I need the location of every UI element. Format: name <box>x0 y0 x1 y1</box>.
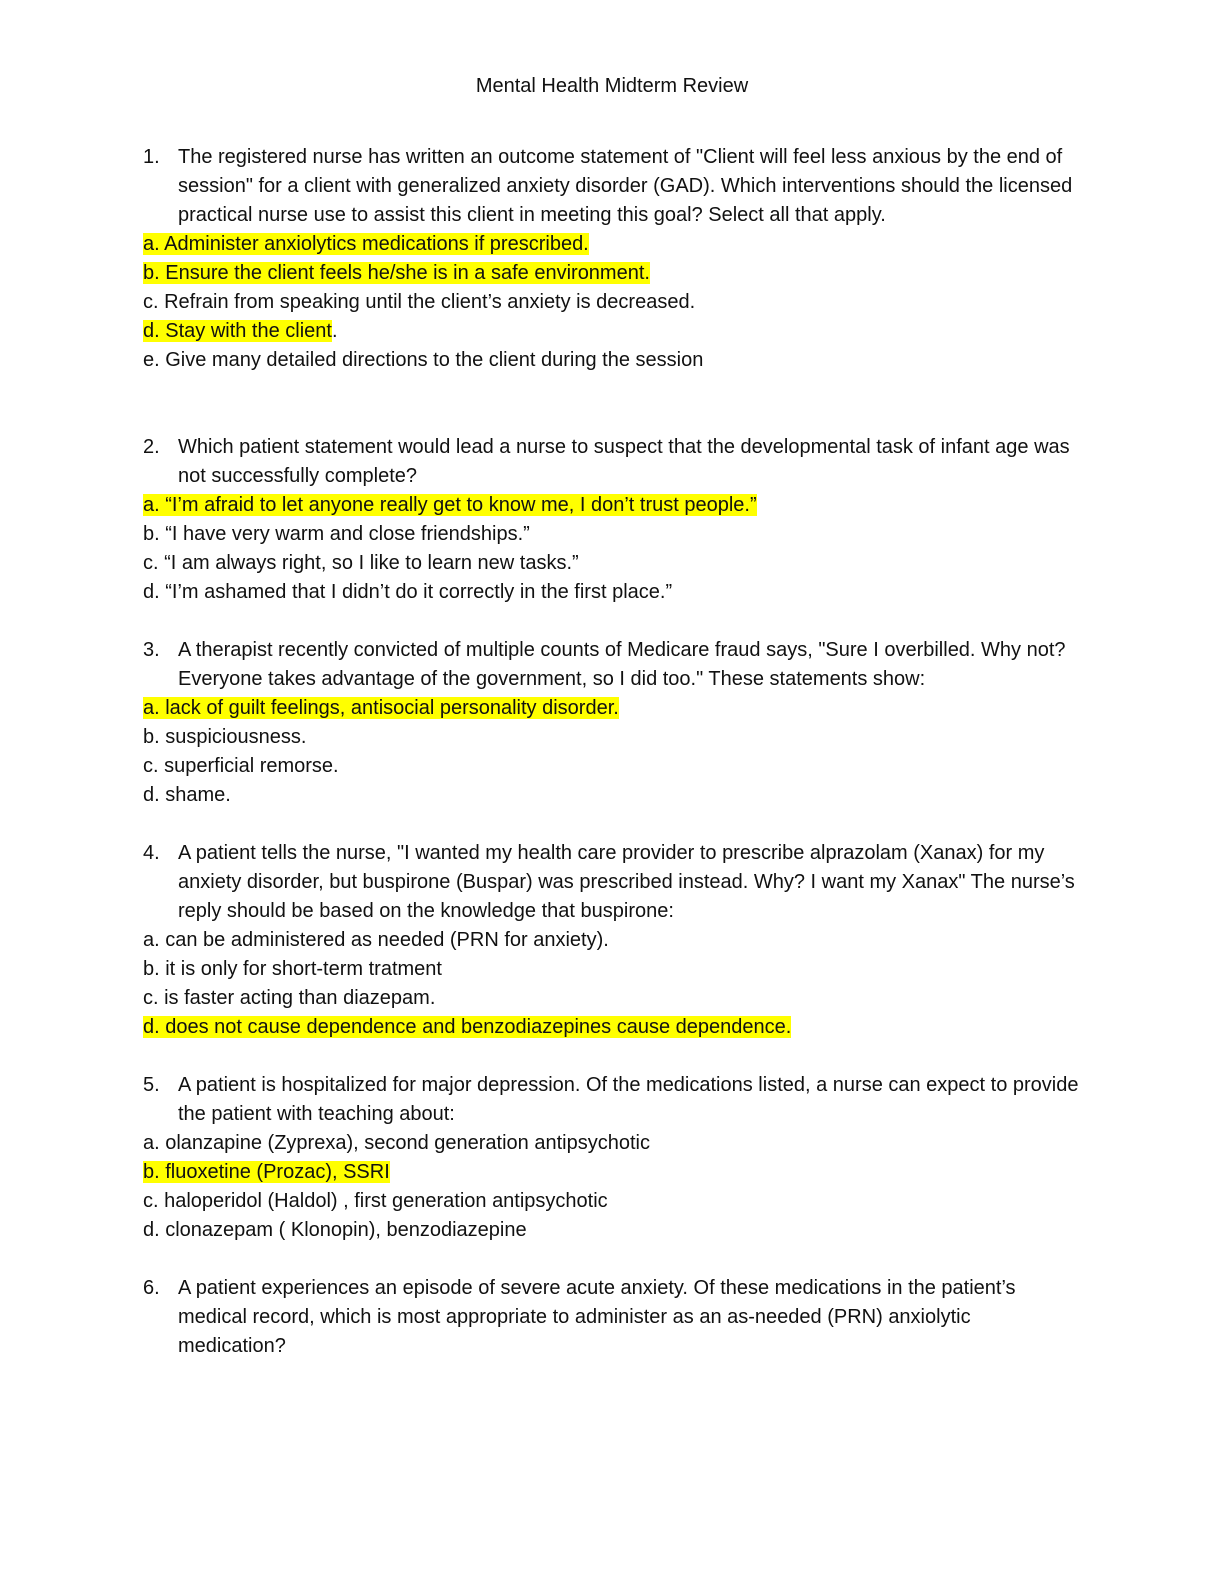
question-number: 4. <box>143 842 160 864</box>
document-title: Mental Health Midterm Review <box>475 75 749 97</box>
answer-option <box>143 317 1083 346</box>
question-text: A therapist recently convicted of multiple counts of Medicare fraud says, "Sure I overbilled. Why not? Everyone takes advantage of the government, so I did too." These statements show: <box>178 639 1066 690</box>
answer-option <box>143 1013 1083 1042</box>
question-stem <box>143 1274 1083 1361</box>
highlighted-answer: b. Ensure the client feels he/she is in a safe environment. <box>143 262 650 284</box>
answer-option <box>143 491 1083 520</box>
question-1 <box>143 143 1083 375</box>
question-stem <box>143 839 1083 926</box>
answer-option <box>143 955 1083 984</box>
answer-text: c. Refrain from speaking until the client’s anxiety is decreased. <box>143 291 696 313</box>
answer-text: c. is faster acting than diazepam. <box>143 987 436 1009</box>
answer-text: d. shame. <box>143 784 231 806</box>
answer-text: a. can be administered as needed (PRN for anxiety). <box>143 929 609 951</box>
answer-text: d. “I’m ashamed that I didn’t do it correctly in the first place.” <box>143 581 673 603</box>
answer-suffix: . <box>331 320 338 342</box>
highlighted-answer: d. does not cause dependence and benzodiazepines cause dependence. <box>143 1016 792 1038</box>
answer-text: d. clonazepam ( Klonopin), benzodiazepine <box>143 1219 527 1241</box>
answer-option <box>143 984 1083 1013</box>
answer-option <box>143 694 1083 723</box>
question-stem <box>143 433 1083 491</box>
question-4 <box>143 839 1083 1042</box>
answer-option <box>143 578 1083 607</box>
highlighted-answer: a. Administer anxiolytics medications if prescribed. <box>143 233 589 255</box>
answer-text: a. olanzapine (Zyprexa), second generation antipsychotic <box>143 1132 650 1154</box>
highlighted-answer: a. lack of guilt feelings, antisocial personality disorder. <box>143 697 619 719</box>
question-number: 2. <box>143 436 160 458</box>
question-3 <box>143 636 1083 810</box>
answer-text: b. it is only for short-term tratment <box>143 958 442 980</box>
question-5 <box>143 1071 1083 1245</box>
answer-option <box>143 752 1083 781</box>
question-number: 1. <box>143 146 160 168</box>
question-6 <box>143 1274 1083 1361</box>
question-text: The registered nurse has written an outcome statement of "Client will feel less anxious by the end of session" for a client with generalized anxiety disorder (GAD). Which interventions should the licensed practical nurse use to assist this client in meeting this goal? Select all that apply. <box>178 146 1073 226</box>
question-text: A patient is hospitalized for major depression. Of the medications listed, a nurse can expect to provide the patient with teaching about: <box>178 1074 1079 1125</box>
answer-option <box>143 1187 1083 1216</box>
answer-text: e. Give many detailed directions to the client during the session <box>143 349 704 371</box>
answer-option <box>143 1129 1083 1158</box>
highlighted-answer: b. fluoxetine (Prozac), SSRI <box>143 1161 390 1183</box>
answer-option <box>143 259 1083 288</box>
answer-text: b. suspiciousness. <box>143 726 307 748</box>
answer-text: c. haloperidol (Haldol) , first generation antipsychotic <box>143 1190 608 1212</box>
question-stem <box>143 636 1083 694</box>
question-stem <box>143 1071 1083 1129</box>
highlighted-answer: a. “I’m afraid to let anyone really get to know me, I don’t trust people.” <box>143 494 757 516</box>
answer-option <box>143 288 1083 317</box>
answer-option <box>143 723 1083 752</box>
document-page <box>143 72 1083 1390</box>
answer-option <box>143 346 1083 375</box>
answer-option <box>143 1158 1083 1187</box>
question-2 <box>143 433 1083 607</box>
answer-text: c. “I am always right, so I like to learn new tasks.” <box>143 552 579 574</box>
question-text: A patient experiences an episode of severe acute anxiety. Of these medications in the patient’s medical record, which is most appropriate to administer as an as-needed (PRN) anxiolytic medication? <box>178 1277 1016 1357</box>
answer-option <box>143 926 1083 955</box>
question-text: A patient tells the nurse, "I wanted my health care provider to prescribe alprazolam (Xanax) for my anxiety disorder, but buspirone (Buspar) was prescribed instead. Why? I want my Xanax" The nurse’s reply should be based on the knowledge that buspirone: <box>178 842 1075 922</box>
answer-text: b. “I have very warm and close friendships.” <box>143 523 530 545</box>
answer-option <box>143 230 1083 259</box>
question-stem <box>143 143 1083 230</box>
answer-option <box>143 549 1083 578</box>
answer-option <box>143 781 1083 810</box>
question-number: 5. <box>143 1074 160 1096</box>
question-text: Which patient statement would lead a nurse to suspect that the developmental task of infant age was not successfully complete? <box>178 436 1070 487</box>
answer-option <box>143 1216 1083 1245</box>
question-number: 3. <box>143 639 160 661</box>
question-number: 6. <box>143 1277 160 1299</box>
answer-text: c. superficial remorse. <box>143 755 339 777</box>
answer-option <box>143 520 1083 549</box>
highlighted-answer: d. Stay with the client <box>143 320 332 342</box>
